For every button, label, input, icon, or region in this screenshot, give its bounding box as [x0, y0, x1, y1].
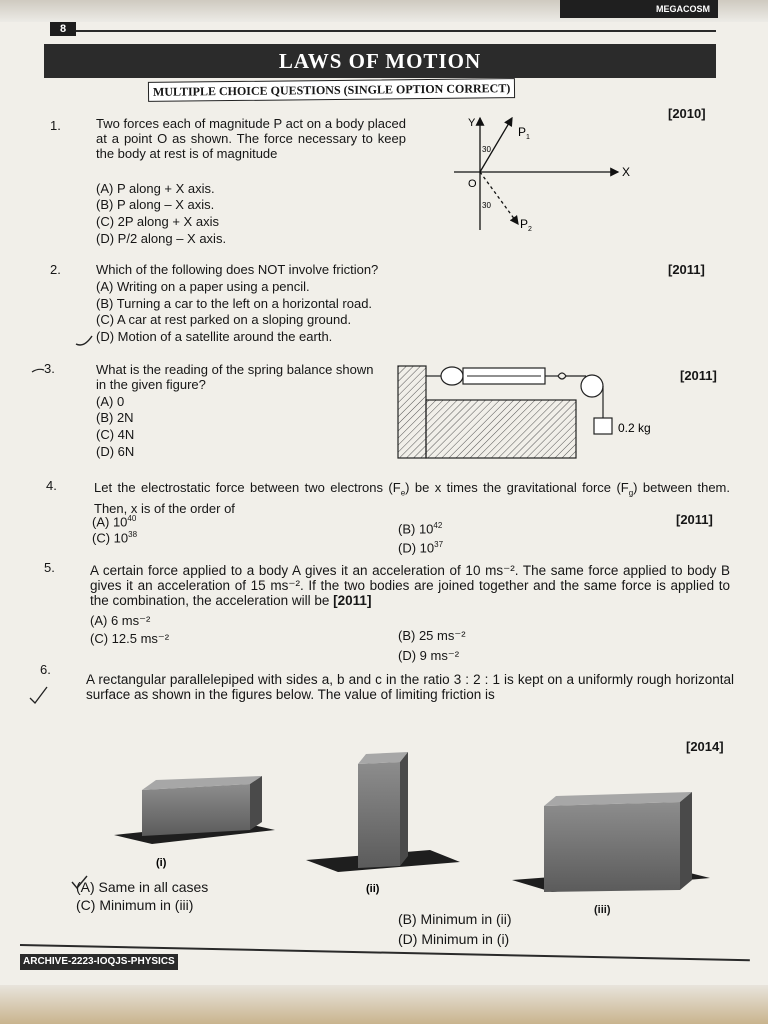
option-d[interactable]: (D) 6N	[96, 444, 135, 459]
year-tag: [2011]	[333, 593, 372, 608]
handwritten-tick-mark	[74, 330, 104, 350]
page-bottom-edge	[0, 985, 768, 1024]
mass-label: 0.2 kg	[618, 421, 651, 435]
block-figure-i	[114, 776, 275, 869]
option-a[interactable]: (A) P along + X axis.	[96, 181, 215, 196]
question-number: 1.	[50, 118, 61, 133]
angle-top-label: 30	[482, 145, 491, 154]
year-tag: [2011]	[676, 512, 713, 527]
option-d[interactable]: (D) $10^{37}$	[398, 540, 444, 556]
question-number: 3.	[44, 361, 55, 376]
figure-label-ii: (ii)	[366, 883, 380, 895]
option-b[interactable]: (B) P along – X axis.	[96, 197, 215, 212]
question-text: What is the reading of the spring balance shown in the given figure?	[96, 362, 374, 392]
year-tag: [2011]	[668, 262, 705, 277]
block-figure-iii	[512, 792, 710, 892]
year-tag: [2011]	[680, 368, 717, 383]
spring-balance-figure	[396, 362, 666, 462]
handwritten-mark	[30, 362, 54, 376]
p2-label: $P_2$	[520, 217, 532, 232]
handwritten-tick-mark	[70, 874, 90, 894]
page-number: 8	[50, 22, 76, 36]
question-number: 5.	[44, 560, 55, 575]
y-axis-label: Y	[468, 117, 476, 129]
parallelepiped-figures	[100, 750, 720, 900]
question-number: 2.	[50, 262, 61, 277]
question-number: 6.	[40, 662, 51, 677]
question-text: Let the electrostatic force between two electrons $(F_e)$ be x times the gravitational force $(F_g)$ between them. Then, x is of the order of	[94, 480, 730, 516]
archive-code: ARCHIVE-2223-IOQJS-PHYSICS	[20, 954, 178, 970]
option-a[interactable]: (A) Same in all cases	[76, 879, 209, 895]
question-text: A certain force applied to a body A gives it an acceleration of 10 ms⁻². The same force applied to body B gives it an acceleration of 15 ms⁻². If the two bodies are joined together and the same force is applied to the combination, the acceleration will be [2011]	[90, 563, 730, 608]
question-number: 4.	[46, 478, 57, 493]
p1-label: $P_1$	[518, 125, 530, 141]
option-d[interactable]: (D) 9 ms⁻²	[398, 648, 460, 663]
option-c[interactable]: (C) A car at rest parked on a sloping ground.	[96, 312, 352, 327]
option-a[interactable]: (A) Writing on a paper using a pencil.	[96, 279, 310, 294]
option-d[interactable]: (D) P/2 along – X axis.	[96, 231, 227, 246]
figure-label-i: (i)	[156, 857, 167, 869]
x-axis-label: X	[622, 165, 631, 179]
option-b[interactable]: (B) 2N	[96, 410, 134, 425]
option-c[interactable]: (C) Minimum in (iii)	[76, 897, 194, 913]
option-b[interactable]: (B) Turning a car to the left on a horizontal road.	[96, 296, 373, 311]
option-c[interactable]: (C) 12.5 ms⁻²	[90, 631, 170, 646]
chapter-title: LAWS OF MOTION	[44, 44, 716, 78]
option-a[interactable]: (A) 6 ms⁻²	[90, 613, 151, 628]
header-rule	[76, 30, 716, 32]
option-c[interactable]: (C) $10^{38}$	[92, 530, 138, 546]
section-title: MULTIPLE CHOICE QUESTIONS (SINGLE OPTION CORRECT)	[148, 78, 515, 102]
option-c[interactable]: (C) 4N	[96, 427, 135, 442]
option-b[interactable]: (B) 25 ms⁻²	[398, 628, 466, 643]
handwritten-tick-mark	[28, 684, 50, 706]
year-tag: [2014]	[686, 739, 724, 754]
question-text: Which of the following does NOT involve friction?	[96, 262, 379, 277]
question-text: A rectangular parallelepiped with sides a, b and c in the ratio 3 : 2 : 1 is kept on a uniformly rough horizontal surface as shown in the figures below. The value of limiting friction is	[86, 672, 734, 702]
option-c[interactable]: (C) 2P along + X axis	[96, 214, 219, 229]
year-tag: [2010]	[668, 106, 706, 121]
option-d[interactable]: (D) Motion of a satellite around the earth.	[96, 329, 333, 344]
option-d[interactable]: (D) Minimum in (i)	[398, 931, 510, 947]
origin-label: O	[468, 178, 477, 190]
option-b[interactable]: (B) $10^{42}$	[398, 521, 443, 537]
figure-label-iii: (iii)	[594, 904, 611, 916]
brand-logo: MEGACOSM	[560, 0, 718, 18]
option-a[interactable]: (A) $10^{40}$	[92, 514, 137, 530]
option-b[interactable]: (B) Minimum in (ii)	[398, 911, 512, 927]
force-diagram	[440, 112, 640, 232]
angle-bottom-label: 30	[482, 201, 491, 210]
option-a[interactable]: (A) 0	[96, 394, 125, 409]
question-text: Two forces each of magnitude P act on a body placed at a point O as shown. The force necessary to keep the body at rest is of magnitude	[96, 116, 406, 161]
block-figure-ii	[306, 752, 460, 895]
force-p2-arrow	[480, 172, 518, 224]
